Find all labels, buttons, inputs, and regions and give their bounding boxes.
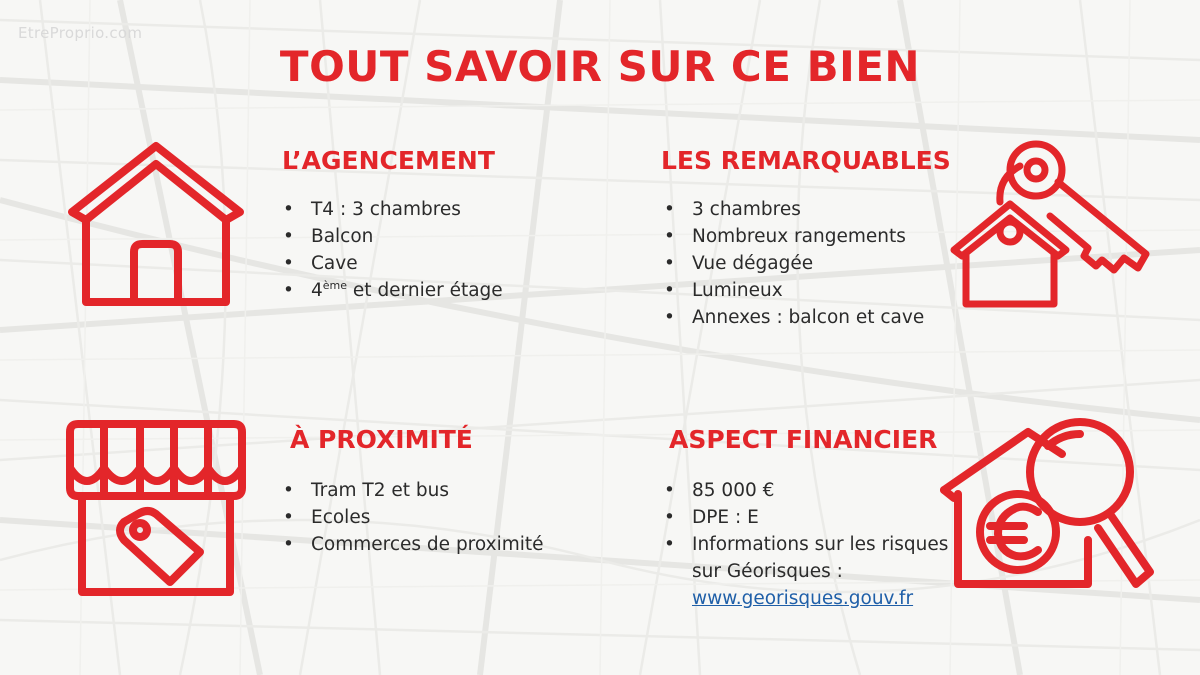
section-title-agencement: L’AGENCEMENT xyxy=(282,146,495,175)
floor-number: 4 xyxy=(311,280,323,301)
list-item: • DPE : E xyxy=(664,504,952,531)
section-title-remarquables: LES REMARQUABLES xyxy=(661,146,951,175)
section-title-proximite: À PROXIMITÉ xyxy=(290,425,473,454)
agencement-list xyxy=(283,196,503,304)
section-title-financier: ASPECT FINANCIER xyxy=(669,425,938,454)
list-item: • Tram T2 et bus xyxy=(283,477,544,504)
list-item: • 85 000 € xyxy=(664,477,952,504)
list-item: • 3 chambres xyxy=(664,196,924,223)
list-item xyxy=(664,531,952,612)
list-item: • Lumineux xyxy=(664,277,924,304)
proximite-list xyxy=(283,477,544,558)
list-item: • Annexes : balcon et cave xyxy=(664,304,924,331)
list-item: • Nombreux rangements xyxy=(664,223,924,250)
list-item: • Balcon xyxy=(283,223,503,250)
list-item: • Cave xyxy=(283,250,503,277)
financier-list xyxy=(664,477,952,612)
watermark: EtreProprio.com xyxy=(18,24,143,42)
list-item: • Commerces de proximité xyxy=(283,531,544,558)
list-item: • T4 : 3 chambres xyxy=(283,196,503,223)
floor-suffix: ème xyxy=(322,278,348,292)
list-item: • Ecoles xyxy=(283,504,544,531)
georisques-link[interactable]: www.georisques.gouv.fr xyxy=(692,588,914,609)
house-euro-magnifier-icon xyxy=(938,416,1160,598)
page-title: TOUT SAVOIR SUR CE BIEN xyxy=(279,42,921,91)
floor-text: et dernier étage xyxy=(347,280,503,301)
house-key-icon xyxy=(948,138,1154,310)
house-icon xyxy=(66,140,246,310)
remarquables-list xyxy=(664,196,924,331)
shop-tag-icon xyxy=(64,418,248,598)
risks-text: Informations sur les risques sur Géorisques : xyxy=(692,534,949,582)
list-item: • Vue dégagée xyxy=(664,250,924,277)
list-item xyxy=(283,277,503,304)
